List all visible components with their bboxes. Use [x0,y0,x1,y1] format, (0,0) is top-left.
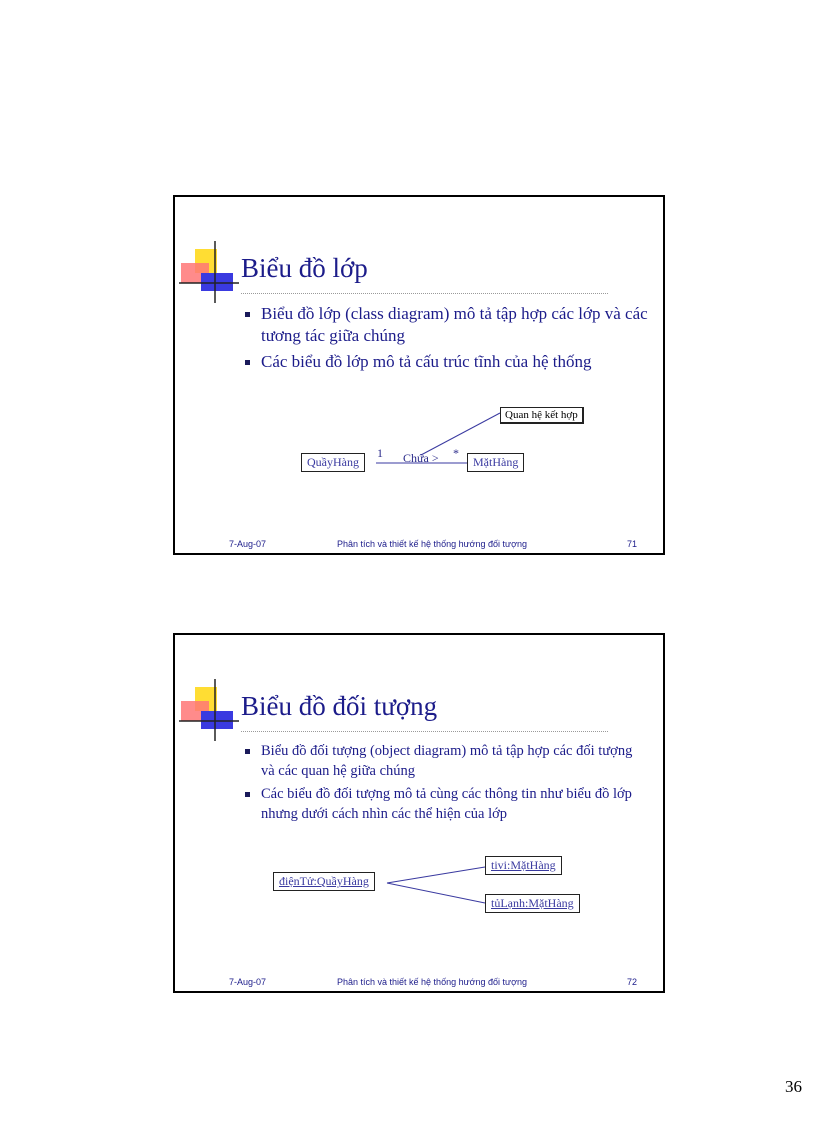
multiplicity-right: * [453,446,459,460]
footer-slide-number: 71 [626,539,637,549]
footer-slide-number: 72 [626,977,637,987]
footer-date: 7-Aug-07 [229,977,267,987]
association-label: Chứa > [403,451,439,465]
bullet-item: Các biểu đồ đối tượng mô tả cùng các thông tin như biểu đồ lớp nhưng dưới cách nhìn các thể hiện của lớp [245,784,649,824]
association-lines [175,197,665,555]
footer-course-title: Phân tích và thiết kế hệ thống hướng đối tượng [337,539,527,549]
bullet-item: Các biểu đồ lớp mô tả cấu trúc tĩnh của hệ thống [245,351,649,373]
slide-object-diagram [173,633,665,993]
note-box: Quan hệ kết hợp [500,407,584,424]
class-box-mathang: MặtHàng [467,453,524,472]
link-lines [175,635,665,993]
slide-title: Biểu đồ lớp [241,253,368,283]
footer-course-title: Phân tích và thiết kế hệ thống hướng đối tượng [337,977,527,987]
object-box-tulanh: tủLạnh:MặtHàng [485,894,580,913]
footer-date: 7-Aug-07 [229,539,267,549]
object-box-tivi: tivi:MặtHàng [485,856,562,875]
bullet-item: Biểu đồ lớp (class diagram) mô tả tập hợp các lớp và các tương tác giữa chúng [245,303,649,347]
multiplicity-left: 1 [377,446,383,460]
slide-title: Biểu đồ đối tượng [241,691,438,721]
bullet-item: Biểu đồ đối tượng (object diagram) mô tả tập hợp các đối tượng và các quan hệ giữa chúng [245,741,649,781]
slide-class-diagram [173,195,665,555]
page-number: 36 [785,1077,802,1096]
class-box-quayhang: QuầyHàng [301,453,365,472]
object-box-dientu: điệnTử:QuầyHàng [273,872,375,891]
